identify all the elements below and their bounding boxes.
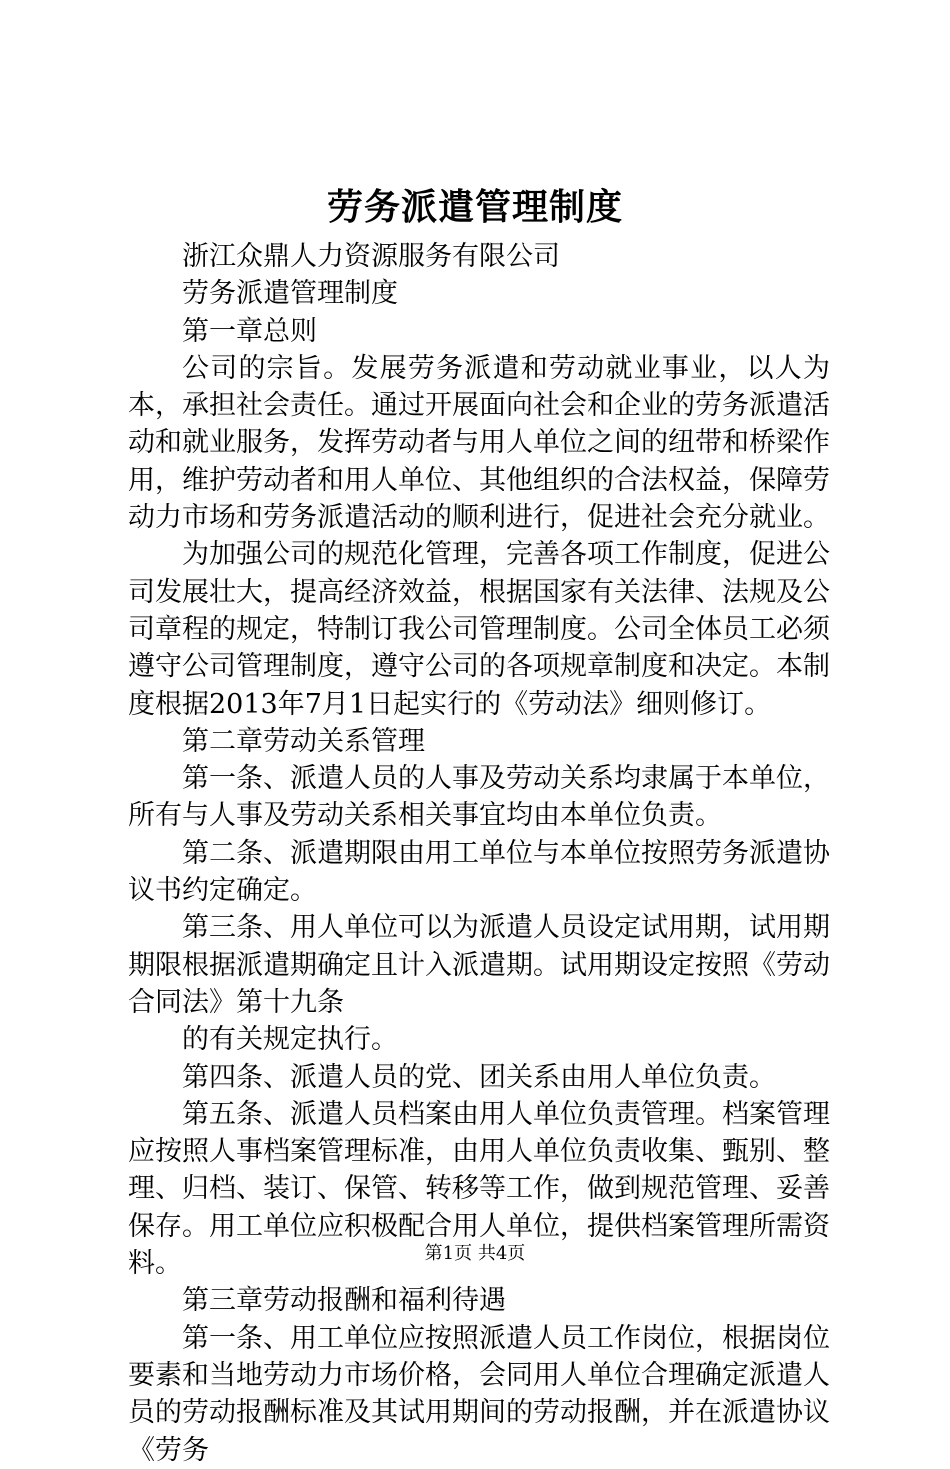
subtitle: 劳务派遣管理制度 — [182, 278, 398, 310]
paragraph: 的有关规定执行。 — [182, 1024, 398, 1056]
chapter-heading: 第三章劳动报酬和福利待遇 — [182, 1285, 506, 1317]
paragraph: 第一条、用工单位应按照派遣人员工作岗位，根据岗位要素和当地劳动力市场价格，会同用人单位合理确定派遣人员的劳动报酬标准及其试用期间的劳动报酬，并在派遣协议《劳务 — [128, 1322, 830, 1466]
page-number: 第1页 共4页 — [424, 1243, 526, 1264]
document-body — [128, 238, 830, 1469]
paragraph: 第三条、用人单位可以为派遣人员设定试用期，试用期期限根据派遣期确定且计入派遣期。试用期设定按照《劳动合同法》第十九条 — [128, 912, 830, 1018]
document-title: 劳务派遣管理制度 — [326, 186, 623, 228]
paragraph: 第二条、派遣期限由用工单位与本单位按照劳务派遣协议书约定确定。 — [128, 837, 830, 907]
paragraph: 第五条、派遣人员档案由用人单位负责管理。档案管理应按照人事档案管理标准，由用人单位负责收集、甄别、整理、归档、装订、保管、转移等工作，做到规范管理、妥善保存。用工单位应积极配合用人单位，提供档案管理所需资料。 — [128, 1098, 830, 1280]
paragraph: 第一条、派遣人员的人事及劳动关系均隶属于本单位，所有与人事及劳动关系相关事宜均由本单位负责。 — [128, 763, 830, 832]
paragraph: 为加强公司的规范化管理，完善各项工作制度，促进公司发展壮大，提高经济效益，根据国家有关法律、法规及公司章程的规定，特制订我公司管理制度。公司全体员工必须遵守公司管理制度，遵守公司的各项规章制度和决定。本制度根据2013年7月1日起实行的《劳动法》细则修订。 — [128, 539, 830, 720]
chapter-heading: 第二章劳动关系管理 — [182, 725, 425, 757]
chapter-heading: 第一章总则 — [182, 315, 317, 347]
paragraph: 第四条、派遣人员的党、团关系由用人单位负责。 — [182, 1061, 776, 1093]
company-name: 浙江众鼎人力资源服务有限公司 — [182, 241, 560, 272]
paragraph: 公司的宗旨。发展劳务派遣和劳动就业事业，以人为本，承担社会责任。通过开展面向社会和企业的劳务派遣活动和就业服务，发挥劳动者与用人单位之间的纽带和桥梁作用，维护劳动者和用人单位、其他组织的合法权益，保障劳动力市场和劳务派遣活动的顺利进行，促进社会充分就业。 — [128, 352, 830, 534]
